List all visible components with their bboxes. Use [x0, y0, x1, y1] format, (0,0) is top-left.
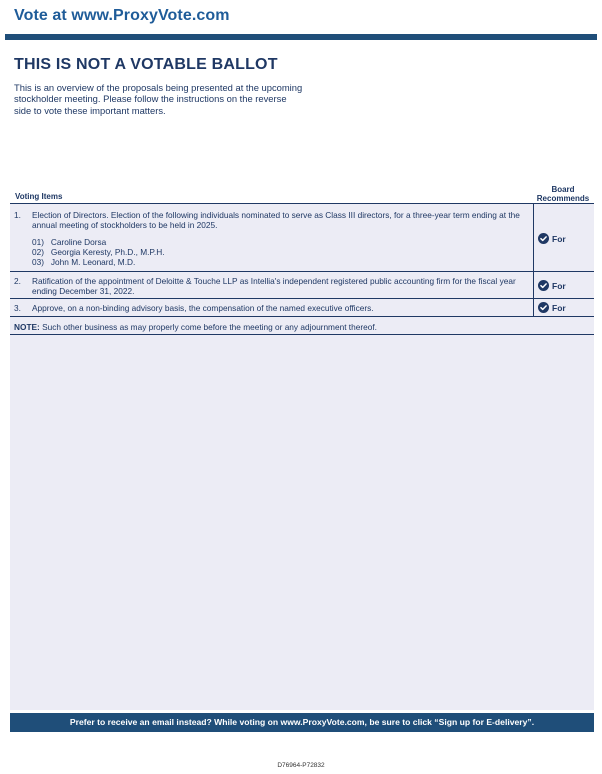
- recommendation-label: For: [552, 280, 566, 291]
- recommendation-label: For: [552, 233, 566, 244]
- board-recommends-header: [532, 185, 594, 203]
- nominee-1: 01) Caroline Dorsa: [32, 237, 107, 247]
- board-recommendation: [538, 233, 592, 244]
- nominee-2: 02) Georgia Keresty, Ph.D., M.P.H.: [32, 247, 165, 257]
- board-recommendation: [538, 280, 592, 291]
- intro-text: This is an overview of the proposals being presented at the upcoming stockholder meeting. Please follow the instructions on the reverse side to vote these important matters.: [14, 82, 303, 116]
- check-circle-icon: [538, 280, 549, 291]
- voting-item-2: [10, 272, 594, 299]
- board-recommends-line-1: Board: [551, 185, 575, 194]
- e-delivery-banner: Prefer to receive an email instead? While voting on www.ProxyVote.com, be sure to click “Sign up for E-delivery”.: [10, 713, 594, 732]
- item-text: Ratification of the appointment of Deloitte & Touche LLP as Intellia's independent registered public accounting firm for the fiscal year ending December 31, 2022.: [32, 276, 516, 296]
- page-header: [0, 0, 602, 34]
- item-text: Election of Directors. Election of the following individuals nominated to serve as Class III directors, for a three-year term ending at the annual meeting of stockholders to be held in 2025.: [32, 210, 520, 230]
- vote-url-title: Vote at www.ProxyVote.com: [14, 7, 230, 24]
- note-label: NOTE:: [14, 322, 40, 332]
- check-circle-icon: [538, 233, 549, 244]
- document-code: D76964-P72832: [277, 762, 325, 769]
- nominee-list: [32, 237, 165, 267]
- item-number: 3.: [14, 303, 21, 313]
- note-text: [14, 322, 377, 332]
- voting-item-1: [10, 204, 594, 272]
- voting-items-header: Voting Items: [15, 192, 63, 201]
- board-recommendation: [538, 302, 592, 313]
- page-heading: THIS IS NOT A VOTABLE BALLOT: [14, 56, 278, 73]
- item-text: Approve, on a non-binding advisory basis, the compensation of the named executive officers.: [32, 303, 374, 313]
- note-divider: [10, 334, 594, 335]
- voting-item-3: [10, 299, 594, 317]
- note-body: Such other business as may properly come before the meeting or any adjournment thereof.: [39, 322, 377, 332]
- recommendation-label: For: [552, 302, 566, 313]
- header-rule: [5, 34, 597, 40]
- check-circle-icon: [538, 302, 549, 313]
- item-number: 1.: [14, 210, 21, 220]
- board-recommends-line-2: Recommends: [536, 194, 590, 203]
- nominee-3: 03) John M. Leonard, M.D.: [32, 257, 136, 267]
- item-number: 2.: [14, 276, 21, 286]
